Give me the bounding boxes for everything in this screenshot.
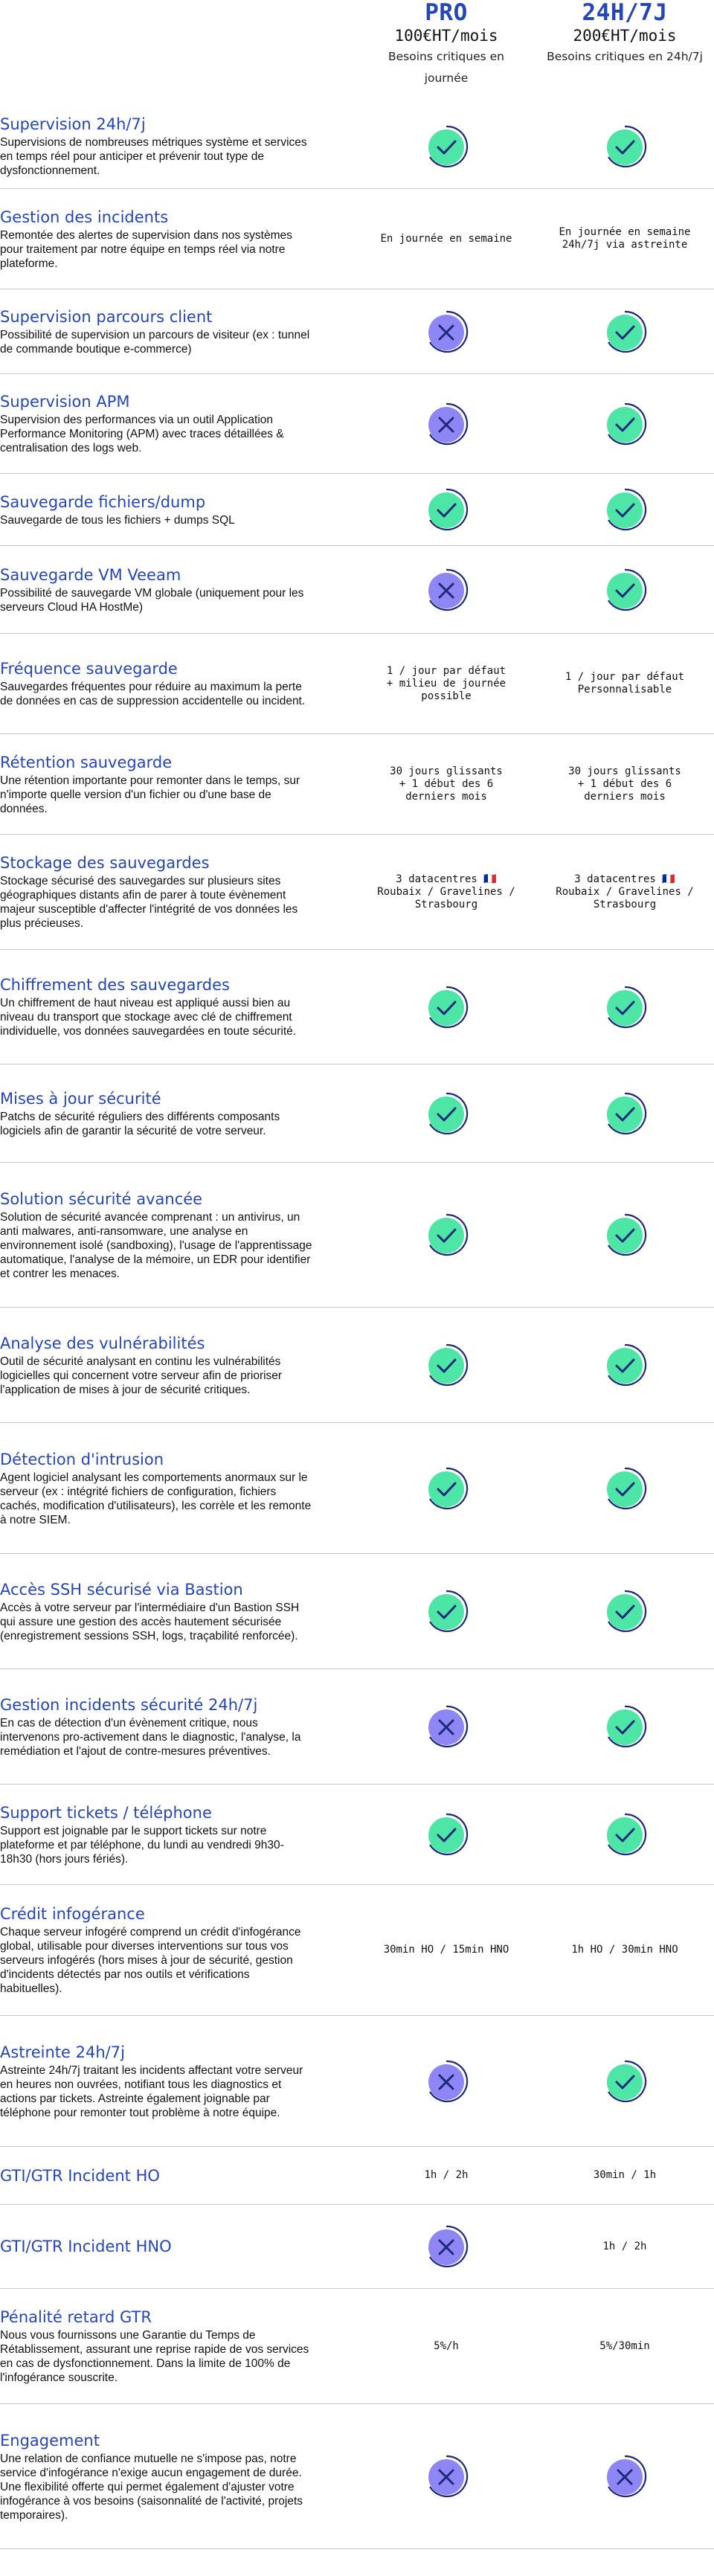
feature-info [0, 2291, 357, 2401]
check-icon [602, 1589, 647, 1634]
not-included-cell [536, 2454, 714, 2499]
feature-title: Gestion incidents sécurité 24h/7j [0, 1695, 258, 1714]
feature-description: Outil de sécurité analysant en continu les vulnérabilités logicielles qui concernent votre serveur afin de prioriser l'application de mises à jour de sécurité critiques. [0, 1355, 283, 1396]
feature-row [0, 1163, 714, 1308]
check-icon [602, 124, 647, 169]
cell-value: 30 jours glissants + 1 début des 6 derniers mois [568, 765, 681, 803]
feature-description: Une relation de confiance mutuelle ne s'impose pas, notre service d'infogérance n'exige aucun engagement de durée. Une flexibilité offerte qui permet également d'ajuster votre infogérance à vos besoins (saisonnalité de l'activité, projets temporaires). [0, 2452, 303, 2522]
feature-title: Supervision 24h/7j [0, 115, 146, 133]
feature-row [0, 2404, 714, 2549]
included-cell [357, 1212, 536, 1257]
feature-description: En cas de détection d'un évènement critique, nous intervenons pro-activement dans le diagnostic, l'analyse, la remédiation et l'ajout de contre-mesures préventives. [0, 1716, 301, 1758]
cross-icon [602, 2454, 647, 2499]
check-icon [602, 1704, 647, 1749]
included-cell [536, 124, 714, 169]
not-included-cell [357, 402, 536, 446]
feature-row [0, 634, 714, 734]
value-cell [357, 765, 536, 803]
check-icon [602, 1466, 647, 1511]
feature-row [0, 2205, 714, 2289]
feature-info [0, 736, 357, 832]
feature-row [0, 1308, 714, 1423]
cell-value: 1 / jour par défaut + milieu de journée possible [386, 664, 506, 702]
value-cell [536, 765, 714, 803]
feature-title: Pénalité retard GTR [0, 2308, 152, 2326]
cross-icon [424, 2454, 469, 2499]
check-icon [602, 1091, 647, 1136]
plan-subtitle: Besoins critiques en journée [387, 50, 504, 85]
value-cell [536, 2241, 714, 2253]
feature-title: GTI/GTR Incident HO [0, 2166, 160, 2185]
feature-row [0, 950, 714, 1064]
feature-title: Analyse des vulnérabilités [0, 1334, 205, 1352]
plan-price: 100€HT/mois [394, 27, 498, 45]
not-included-cell [357, 1704, 536, 1749]
feature-title: Chiffrement des sauvegardes [0, 976, 230, 994]
feature-info [0, 837, 357, 947]
not-included-cell [357, 2224, 536, 2269]
feature-info [0, 1787, 357, 1883]
feature-description: Astreinte 24h/7j traitant les incidents affectant votre serveur en heures non ouvrées, notifiant tous les diagnostics et actions par tickets. Astreinte également joignable par téléphone pour remonter tout problème à notre équipe. [0, 2063, 303, 2119]
plan-24h7j [536, 0, 714, 104]
included-cell [536, 1466, 714, 1511]
check-icon [602, 1212, 647, 1257]
feature-description: Agent logiciel analysant les comportements anormaux sur le serveur (ex : intégrité fichiers de configuration, fichiers cachés, modification d'utilisateurs), les corrèle et les remonte à notre SIEM. [0, 1471, 312, 1526]
cell-value: En journée en semaine 24h/7j via astreinte [559, 226, 691, 251]
check-icon [602, 985, 647, 1030]
check-icon [424, 487, 469, 532]
value-cell [536, 671, 714, 696]
cross-icon [424, 2224, 469, 2269]
check-icon [602, 1812, 647, 1857]
feature-row [0, 2016, 714, 2147]
feature-description: Un chiffrement de haut niveau est appliqué aussi bien au niveau du transport que stockage avec clé de chiffrement individuelle, vos données sauvegardées en toute sécurité. [0, 997, 297, 1038]
feature-info [0, 1564, 357, 1660]
plan-pro [357, 0, 536, 104]
feature-title: Support tickets / téléphone [0, 1803, 212, 1822]
check-icon [424, 1212, 469, 1257]
plan-name: PRO [425, 0, 468, 26]
feature-description: Nous vous fournissons une Garantie du Temps de Rétablissement, assurant une reprise rapide de vos services en cas de dysfonctionnement. Dans la limite de 100% de l'infogérance souscrite. [0, 2329, 309, 2384]
cross-icon [424, 309, 469, 354]
included-cell [536, 1704, 714, 1749]
cell-value: 30min HO / 15min HNO [383, 1944, 509, 1956]
feature-description: Possibilité de supervision un parcours de visiteur (ex : tunnel de commande boutique e-commerce) [0, 328, 310, 356]
included-cell [357, 1091, 536, 1136]
feature-info [0, 2220, 357, 2273]
feature-title: Supervision parcours client [0, 307, 213, 326]
cross-icon [424, 1704, 469, 1749]
feature-title: Solution sécurité avancée [0, 1189, 203, 1208]
feature-description: Patchs de sécurité réguliers des différents composants logiciels afin de garantir la sécurité de votre serveur. [0, 1110, 280, 1137]
feature-info [0, 1073, 357, 1154]
check-icon [602, 2059, 647, 2104]
feature-info [0, 376, 357, 472]
included-cell [536, 568, 714, 612]
feature-title: GTI/GTR Incident HNO [0, 2238, 172, 2255]
feature-description: Possibilité de sauvegarde VM globale (uniquement pour les serveurs Cloud HA HostMe) [0, 586, 304, 614]
check-icon [424, 1343, 469, 1387]
value-cell [357, 233, 536, 245]
cell-value: 3 datacentres 🇫🇷 Roubaix / Gravelines / Strasbourg [377, 873, 515, 910]
feature-info [0, 1433, 357, 1544]
check-icon [602, 487, 647, 532]
included-cell [536, 309, 714, 354]
included-cell [536, 1343, 714, 1387]
feature-title: Supervision APM [0, 393, 130, 411]
value-cell [357, 1944, 536, 1956]
feature-info [0, 291, 357, 373]
cell-value: 1h HO / 30min HNO [571, 1944, 678, 1956]
feature-description: Sauvegardes fréquentes pour réduire au maximum la perte de données en cas de suppression accidentelle ou incident. [0, 681, 306, 707]
not-included-cell [357, 309, 536, 354]
included-cell [536, 1812, 714, 1857]
check-icon [424, 1589, 469, 1634]
included-cell [536, 1589, 714, 1634]
plan-price: 200€HT/mois [573, 27, 677, 45]
included-cell [536, 1091, 714, 1136]
value-cell [536, 873, 714, 911]
value-cell [536, 2340, 714, 2353]
cell-value: 30 jours glissants + 1 début des 6 derniers mois [390, 765, 503, 803]
feature-description: Stockage sécurisé des sauvegardes sur plusieurs sites géographiques distants afin de parer à toute évènement majeur susceptible d'affecter l'intégrité de vos données les plus précieuses. [0, 875, 298, 930]
feature-title: Mises à jour sécurité [0, 1089, 161, 1108]
cell-value: 5%/30min [599, 2339, 650, 2352]
feature-title: Gestion des incidents [0, 208, 169, 226]
feature-row [0, 1423, 714, 1554]
feature-row [0, 374, 714, 474]
cell-value: 30min / 1h [593, 2169, 657, 2181]
feature-row [0, 104, 714, 189]
cross-icon [424, 568, 469, 612]
feature-row [0, 2289, 714, 2404]
included-cell [536, 1212, 714, 1257]
feature-row [0, 189, 714, 289]
feature-row [0, 1669, 714, 1785]
feature-description: Remontée des alertes de supervision dans nos systèmes pour traitement par notre équipe en temps réel via notre plateforme. [0, 228, 292, 270]
included-cell [536, 487, 714, 532]
not-included-cell [357, 568, 536, 612]
value-cell [357, 2340, 536, 2353]
feature-description: Supervisions de nombreuses métriques système et services en temps réel pour anticiper et prévenir tout type de dysfonctionnement. [0, 136, 307, 177]
feature-info [0, 191, 357, 287]
cross-icon [424, 402, 469, 446]
feature-title: Sauvegarde VM Veeam [0, 565, 181, 584]
check-icon [602, 309, 647, 354]
cell-value: 1 / jour par défaut Personnalisable [565, 671, 685, 696]
feature-title: Sauvegarde fichiers/dump [0, 492, 206, 511]
feature-description: Chaque serveur infogéré comprend un crédit d'infogérance global, utilisable pour diverses interventions sur tous vos serveurs infogérés (hors mises à jour de sécurité, gestion d'incidents détectés par nos outils et vérifications habituelles). [0, 1926, 301, 1995]
cell-value: 3 datacentres 🇫🇷 Roubaix / Gravelines / Strasbourg [556, 873, 694, 910]
feature-description: Supervision des performances via un outil Application Performance Monitoring (APM) avec traces détaillées & centralisation des logs web. [0, 414, 284, 455]
feature-info [0, 2150, 357, 2202]
feature-info [0, 959, 357, 1055]
value-cell [357, 873, 536, 911]
check-icon [602, 402, 647, 446]
cell-value: 1h / 2h [424, 2169, 469, 2181]
feature-info [0, 549, 357, 631]
included-cell [536, 402, 714, 446]
value-cell [536, 1944, 714, 1956]
cell-value: En journée en semaine [380, 232, 512, 245]
check-icon [424, 1812, 469, 1857]
feature-description: Solution de sécurité avancée comprenant : un antivirus, un anti malwares, anti-ransomware, une analyse en environnement isolé (sandboxing), l'usage de l'apprentissage automatique, l'analyse de la mémoire, un EDR pour identifier et contrer les menaces. [0, 1210, 312, 1280]
feature-title: Fréquence sauvegarde [0, 660, 178, 678]
feature-title: Crédit infogérance [0, 1905, 145, 1923]
feature-row [0, 289, 714, 374]
feature-info [0, 643, 357, 725]
included-cell [536, 985, 714, 1030]
included-cell [357, 1812, 536, 1857]
feature-info [0, 2415, 357, 2539]
feature-row [0, 1785, 714, 1885]
value-cell [536, 2169, 714, 2182]
included-cell [357, 1589, 536, 1634]
included-cell [357, 124, 536, 169]
not-included-cell [357, 2454, 536, 2499]
feature-info [0, 1679, 357, 1775]
feature-title: Engagement [0, 2431, 100, 2450]
value-cell [536, 226, 714, 251]
plan-header [0, 0, 714, 104]
feature-row [0, 546, 714, 634]
feature-title: Détection d'intrusion [0, 1450, 164, 1468]
included-cell [357, 487, 536, 532]
plan-name: 24H/7J [582, 0, 668, 26]
feature-description: Accès à votre serveur par l'intermédiaire d'un Bastion SSH qui assure une gestion des accès hautement sécurisée (enregistrement sessions SSH, logs, traçabilité renforcée). [0, 1601, 300, 1642]
check-icon [602, 1343, 647, 1387]
feature-row [0, 474, 714, 546]
included-cell [357, 1466, 536, 1511]
feature-description: Sauvegarde de tous les fichiers + dumps SQL [0, 513, 235, 527]
feature-title: Accès SSH sécurisé via Bastion [0, 1580, 243, 1599]
feature-row [0, 1064, 714, 1163]
feature-description: Une rétention importante pour remonter dans le temps, sur n'importe quelle version d'un fichier ou d'une base de données. [0, 774, 300, 815]
feature-info [0, 1173, 357, 1297]
feature-title: Rétention sauvegarde [0, 753, 173, 771]
check-icon [424, 124, 469, 169]
check-icon [424, 1091, 469, 1136]
feature-info [0, 476, 357, 544]
feature-info [0, 1317, 357, 1413]
feature-row [0, 2147, 714, 2205]
not-included-cell [357, 2059, 536, 2104]
feature-row [0, 1885, 714, 2016]
check-icon [602, 568, 647, 612]
cross-icon [424, 2059, 469, 2104]
included-cell [357, 1343, 536, 1387]
feature-title: Stockage des sauvegardes [0, 854, 210, 872]
feature-row [0, 734, 714, 835]
cell-value: 5%/h [434, 2339, 459, 2352]
check-icon [424, 1466, 469, 1511]
feature-description: Support est joignable par le support tickets sur notre plateforme et par téléphone, du lundi au vendredi 9h30-18h30 (hors jours fériés). [0, 1824, 284, 1866]
value-cell [357, 665, 536, 703]
feature-info [0, 1888, 357, 2012]
included-cell [357, 985, 536, 1030]
plan-subtitle: Besoins critiques en 24h/7j [547, 50, 703, 63]
feature-info [0, 98, 357, 194]
feature-info [0, 2026, 357, 2136]
feature-row [0, 1554, 714, 1669]
feature-table [0, 104, 714, 2549]
value-cell [357, 2169, 536, 2182]
feature-title: Astreinte 24h/7j [0, 2043, 125, 2061]
cell-value: 1h / 2h [602, 2240, 647, 2252]
feature-row [0, 835, 714, 950]
included-cell [536, 2059, 714, 2104]
check-icon [424, 985, 469, 1030]
